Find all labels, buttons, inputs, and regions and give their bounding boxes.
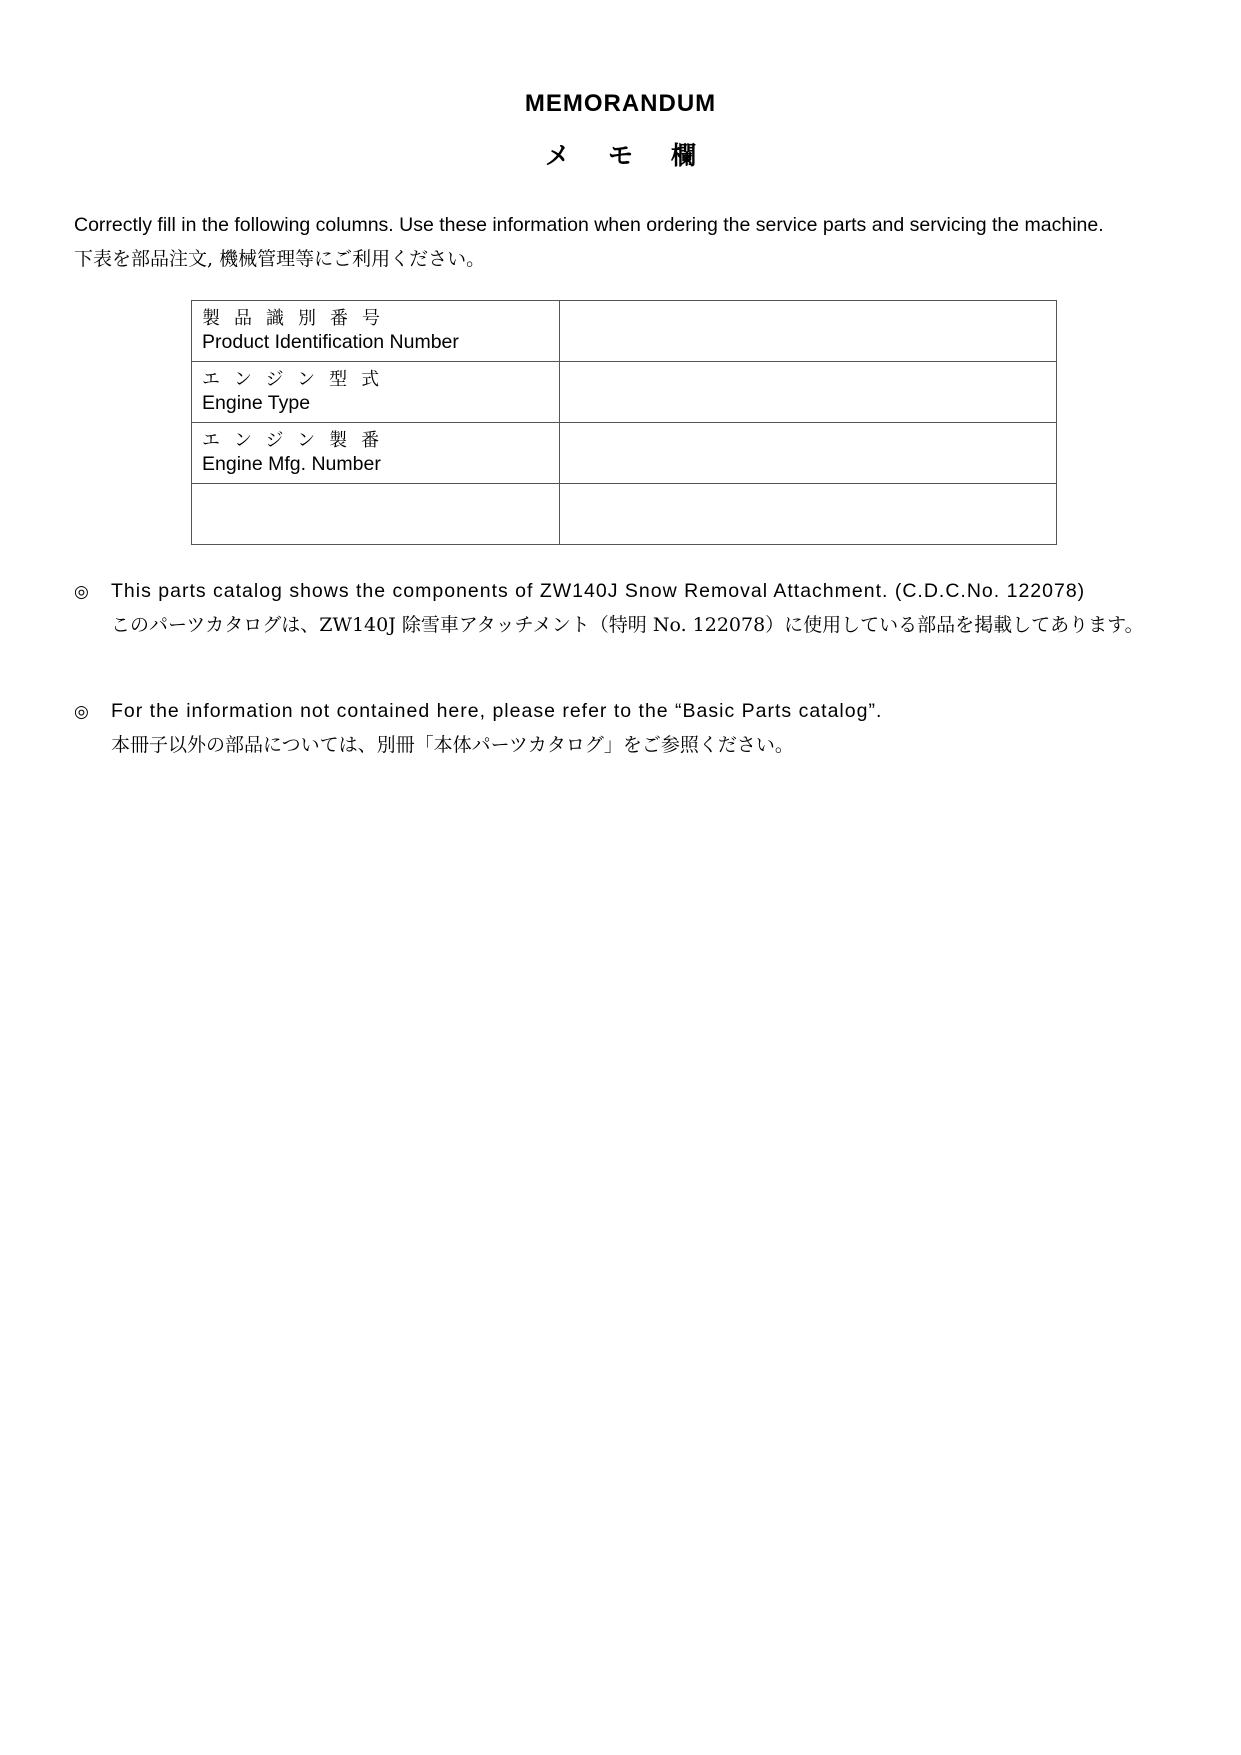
identification-table (191, 300, 1057, 545)
label-en: Product Identification Number (202, 331, 459, 353)
label-ja: エンジン型式 (202, 369, 394, 390)
table-row (192, 484, 1057, 545)
label-ja: 製品識別番号 (202, 308, 394, 329)
label-cell (192, 362, 560, 423)
table-row (192, 301, 1057, 362)
label-cell (192, 301, 560, 362)
table-row (192, 362, 1057, 423)
double-circle-icon: ◎ (74, 702, 89, 722)
note-en: This parts catalog shows the components of ZW140J Snow Removal Attachment. (C.D.C.No. 122078) (111, 580, 1086, 602)
page-title: MEMORANDUM (524, 90, 717, 117)
label-en: Engine Type (202, 392, 311, 414)
page-title-ja: メモ欄 (544, 142, 734, 170)
note-en: For the information not contained here, please refer to the “Basic Parts catalog”. (111, 700, 883, 722)
note-ja: 本冊子以外の部品については、別冊「本体パーツカタログ」をご参照ください。 (111, 734, 794, 756)
table-row (192, 423, 1057, 484)
value-cell-engine-type[interactable] (560, 362, 1057, 423)
instructions-en: Correctly fill in the following columns. Use these information when ordering the service parts and servicing the machine. (74, 214, 1104, 236)
note-ja: このパーツカタログは、ZW140J 除雪車アタッチメント（特明 No. 122078）に使用している部品を掲載してあります。 (111, 614, 1144, 636)
label-ja: エンジン製番 (202, 430, 394, 451)
value-cell-blank[interactable] (560, 484, 1057, 545)
label-cell-blank[interactable] (192, 484, 560, 545)
value-cell-product-id[interactable] (560, 301, 1057, 362)
double-circle-icon: ◎ (74, 582, 89, 602)
label-cell (192, 423, 560, 484)
label-en: Engine Mfg. Number (202, 453, 381, 475)
value-cell-engine-mfg-number[interactable] (560, 423, 1057, 484)
instructions-ja: 下表を部品注文, 機械管理等にご利用ください。 (74, 248, 486, 270)
label-ja (202, 487, 549, 514)
